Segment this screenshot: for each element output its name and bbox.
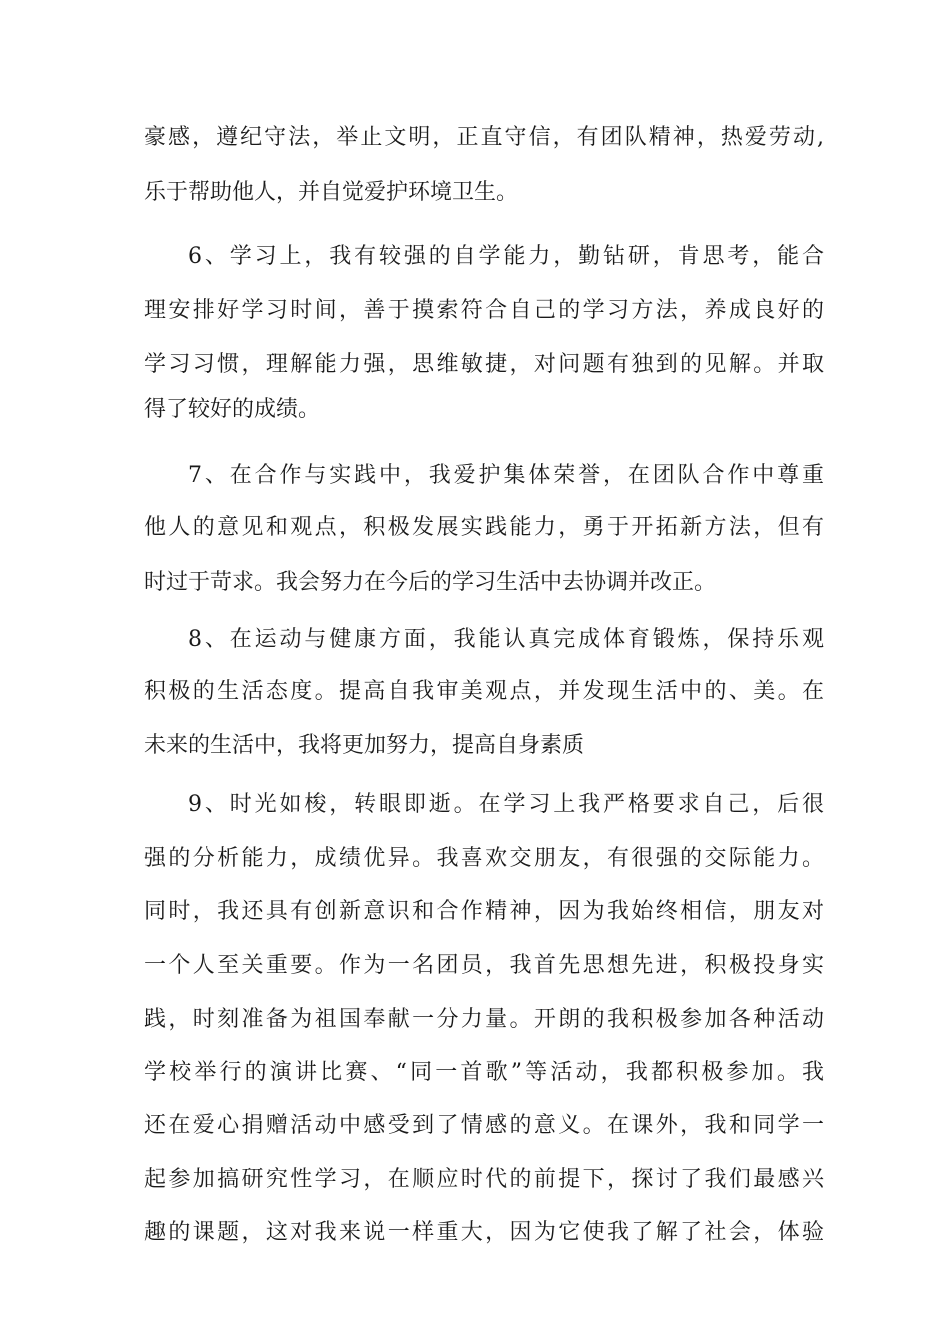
text-line: 6、学习上，我有较强的自学能力，勤钻研，肯思考，能合 [188, 244, 824, 269]
text-line: 理安排好学习时间，善于摸索符合自己的学习方法，养成良好的 [144, 298, 824, 323]
text-line: 未来的生活中，我将更加努力，提高自身素质 [144, 733, 585, 758]
text-line: 同时，我还具有创新意识和合作精神，因为我始终相信，朋友对 [144, 899, 824, 924]
text-line: 强的分析能力，成绩优异。我喜欢交朋友，有很强的交际能力。 [144, 846, 824, 871]
text-line: 8、在运动与健康方面，我能认真完成体育锻炼，保持乐观 [188, 627, 824, 652]
text-line: 学校举行的演讲比赛、“同一首歌”等活动，我都积极参加。我 [144, 1060, 824, 1085]
text-line: 豪感，遵纪守法，举止文明，正直守信，有团队精神，热爱劳动, [144, 125, 824, 150]
text-line: 践，时刻准备为祖国奉献一分力量。开朗的我积极参加各种活动 [144, 1007, 824, 1032]
text-line: 9、时光如梭，转眼即逝。在学习上我严格要求自己，后很 [188, 792, 824, 817]
text-line: 还在爱心捐赠活动中感受到了情感的意义。在课外，我和同学一 [144, 1113, 824, 1138]
text-line: 时过于苛求。我会努力在今后的学习生活中去协调并改正。 [144, 570, 717, 595]
text-line: 积极的生活态度。提高自我审美观点，并发现生活中的、美。在 [144, 679, 824, 704]
text-line: 7、在合作与实践中，我爱护集体荣誉，在团队合作中尊重 [188, 463, 824, 488]
text-line: 得了较好的成绩。 [144, 397, 321, 422]
text-line: 学习习惯，理解能力强，思维敏捷，对问题有独到的见解。并取 [144, 352, 824, 377]
text-line: 乐于帮助他人，并自觉爱护环境卫生。 [144, 180, 519, 205]
text-line: 起参加搞研究性学习，在顺应时代的前提下，探讨了我们最感兴 [144, 1167, 824, 1192]
text-line: 他人的意见和观点，积极发展实践能力，勇于开拓新方法，但有 [144, 515, 824, 540]
text-line: 一个人至关重要。作为一名团员，我首先思想先进，积极投身实 [144, 953, 824, 978]
text-line: 趣的课题，这对我来说一样重大，因为它使我了解了社会，体验 [144, 1220, 824, 1245]
